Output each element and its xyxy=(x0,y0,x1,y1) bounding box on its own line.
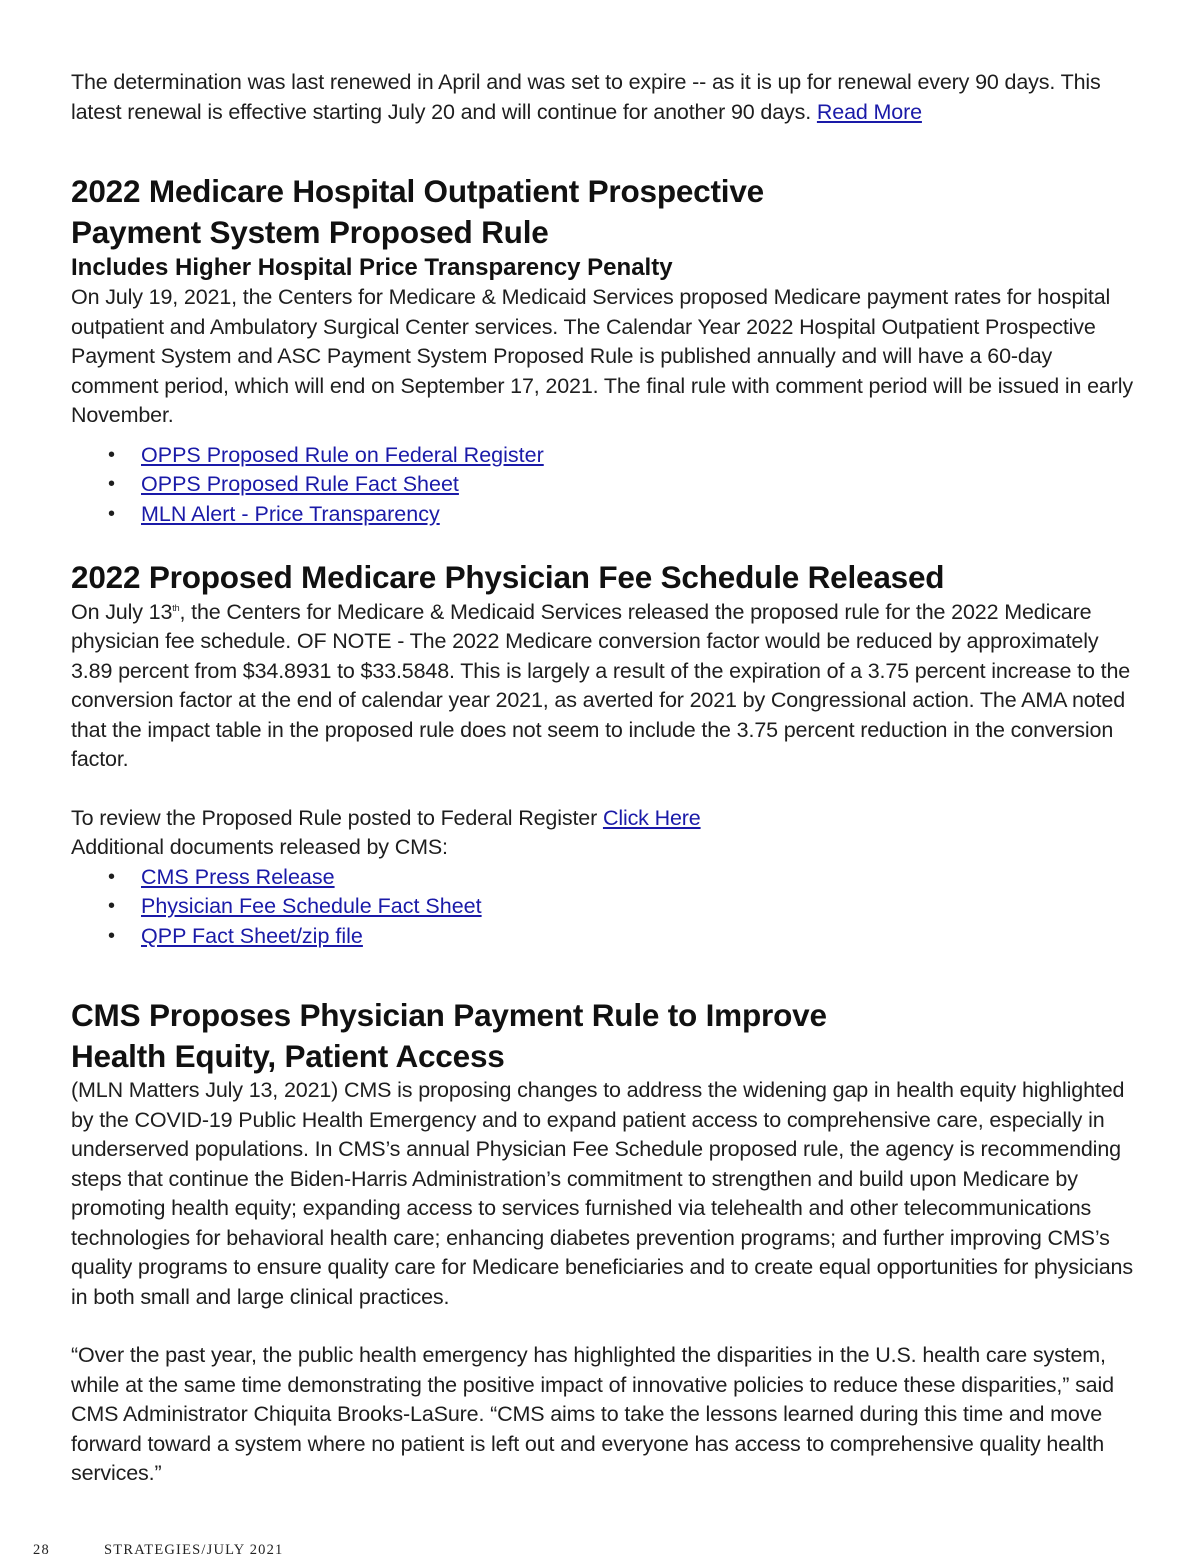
bullet: • xyxy=(108,924,116,947)
intro-paragraph xyxy=(71,68,1133,127)
opps-fact-sheet-link[interactable]: OPPS Proposed Rule Fact Sheet xyxy=(141,472,459,496)
page-footer xyxy=(33,1542,284,1559)
list-item xyxy=(71,470,1133,500)
equity-title: CMS Proposes Physician Payment Rule to Improve Health Equity, Patient Access xyxy=(71,997,827,1074)
bullet: • xyxy=(108,895,116,917)
list-item xyxy=(71,892,1133,922)
opps-body: On July 19, 2021, the Centers for Medicare & Medicaid Services proposed Medicare payment rates for hospital outpatient and Ambulatory Surgical Center services. The Calendar Year 2022 Hospital Outpatient Prospective Payment System and ASC Payment System Proposed Rule is published annually and will have a 60-day comment period, which will end on September 17, 2021. The final rule with comment period will be issued in early November. xyxy=(71,285,1133,427)
bullet: • xyxy=(108,443,116,466)
pfs-body: On July 13th, the Centers for Medicare & Medicaid Services released the proposed rule for the 2022 Medicare physician fee schedule. OF NOTE - The 2022 Medicare conversion factor would be reduced by approximately 3.89 percent from $34.8931 to $33.5848. This is largely a result of the expiration of a 3.75 percent increase to the conversion factor at the end of calendar year 2021, as averted for 2021 by Congressional action. The AMA noted that the impact table in the proposed rule does not seem to include the 3.75 percent reduction in the conversion factor. xyxy=(71,599,1131,771)
pfs-additional: Additional documents released by CMS: xyxy=(71,835,448,859)
cms-press-release-link[interactable]: CMS Press Release xyxy=(141,864,335,889)
equity-body: (MLN Matters July 13, 2021) CMS is proposing changes to address the widening gap in health equity highlighted by the COVID-19 Public Health Emergency and to expand patient access to comprehensive care, especially in underserved populations. In CMS’s annual Physician Fee Schedule proposed rule, the agency is recommending steps that continue the Biden-Harris Administration’s commitment to strengthen and build upon Medicare by promoting health equity; expanding access to services furnished via telehealth and other telecommunications technologies for behavioral health care; enhancing diabetes prevention programs; and further improving CMS’s quality programs to ensure quality care for Medicare beneficiaries and to create equal opportunities for physicians in both small and large clinical practices. xyxy=(71,1078,1133,1309)
page-number: 28 xyxy=(33,1542,50,1558)
read-more-link[interactable]: Read More xyxy=(816,99,922,124)
equity-quote: “Over the past year, the public health emergency has highlighted the disparities in the U.S. health care system, while at the same time demonstrating the positive impact of innovative policies to reduce these disparities,” said CMS Administrator Chiquita Brooks-LaSure. “CMS aims to take the lessons learned during this time and move forward toward a system where no patient is left out and everyone has access to comprehensive quality health services.” xyxy=(71,1343,1114,1485)
qpp-fact-sheet-link[interactable]: QPP Fact Sheet/zip file xyxy=(141,923,363,948)
pfs-review: To review the Proposed Rule posted to Federal Register Click Here xyxy=(71,805,701,830)
opps-title: 2022 Medicare Hospital Outpatient Prospective Payment System Proposed Rule xyxy=(71,173,764,250)
intro-text: The determination was last renewed in April and was set to expire -- as it is up for renewal every 90 days. This latest renewal is effective starting July 20 and will continue for another 90 days. xyxy=(71,70,1101,124)
list-item xyxy=(71,441,1133,471)
pfs-section xyxy=(71,557,1133,951)
pfs-title: 2022 Proposed Medicare Physician Fee Schedule Released xyxy=(71,559,945,595)
bullet: • xyxy=(108,502,116,525)
opps-section xyxy=(71,171,1133,529)
bullet: • xyxy=(108,865,116,888)
click-here-link[interactable]: Click Here xyxy=(602,805,701,830)
mln-alert-link[interactable]: MLN Alert - Price Transparency xyxy=(141,501,440,526)
bullet: • xyxy=(108,473,116,495)
article-content xyxy=(71,68,1133,1489)
list-item xyxy=(71,863,1133,893)
pfs-fact-sheet-link[interactable]: Physician Fee Schedule Fact Sheet xyxy=(141,894,482,918)
opps-federal-register-link[interactable]: OPPS Proposed Rule on Federal Register xyxy=(141,442,544,467)
list-item xyxy=(71,500,1133,530)
list-item xyxy=(71,922,1133,952)
opps-subtitle: Includes Higher Hospital Price Transparency Penalty xyxy=(71,254,673,281)
equity-source: (MLN Matters July 13, 2021) xyxy=(71,1078,339,1102)
publication-name: STRATEGIES/JULY 2021 xyxy=(104,1542,284,1558)
equity-section xyxy=(71,995,1133,1489)
pfs-link-list xyxy=(71,863,1133,952)
opps-link-list xyxy=(71,441,1133,530)
